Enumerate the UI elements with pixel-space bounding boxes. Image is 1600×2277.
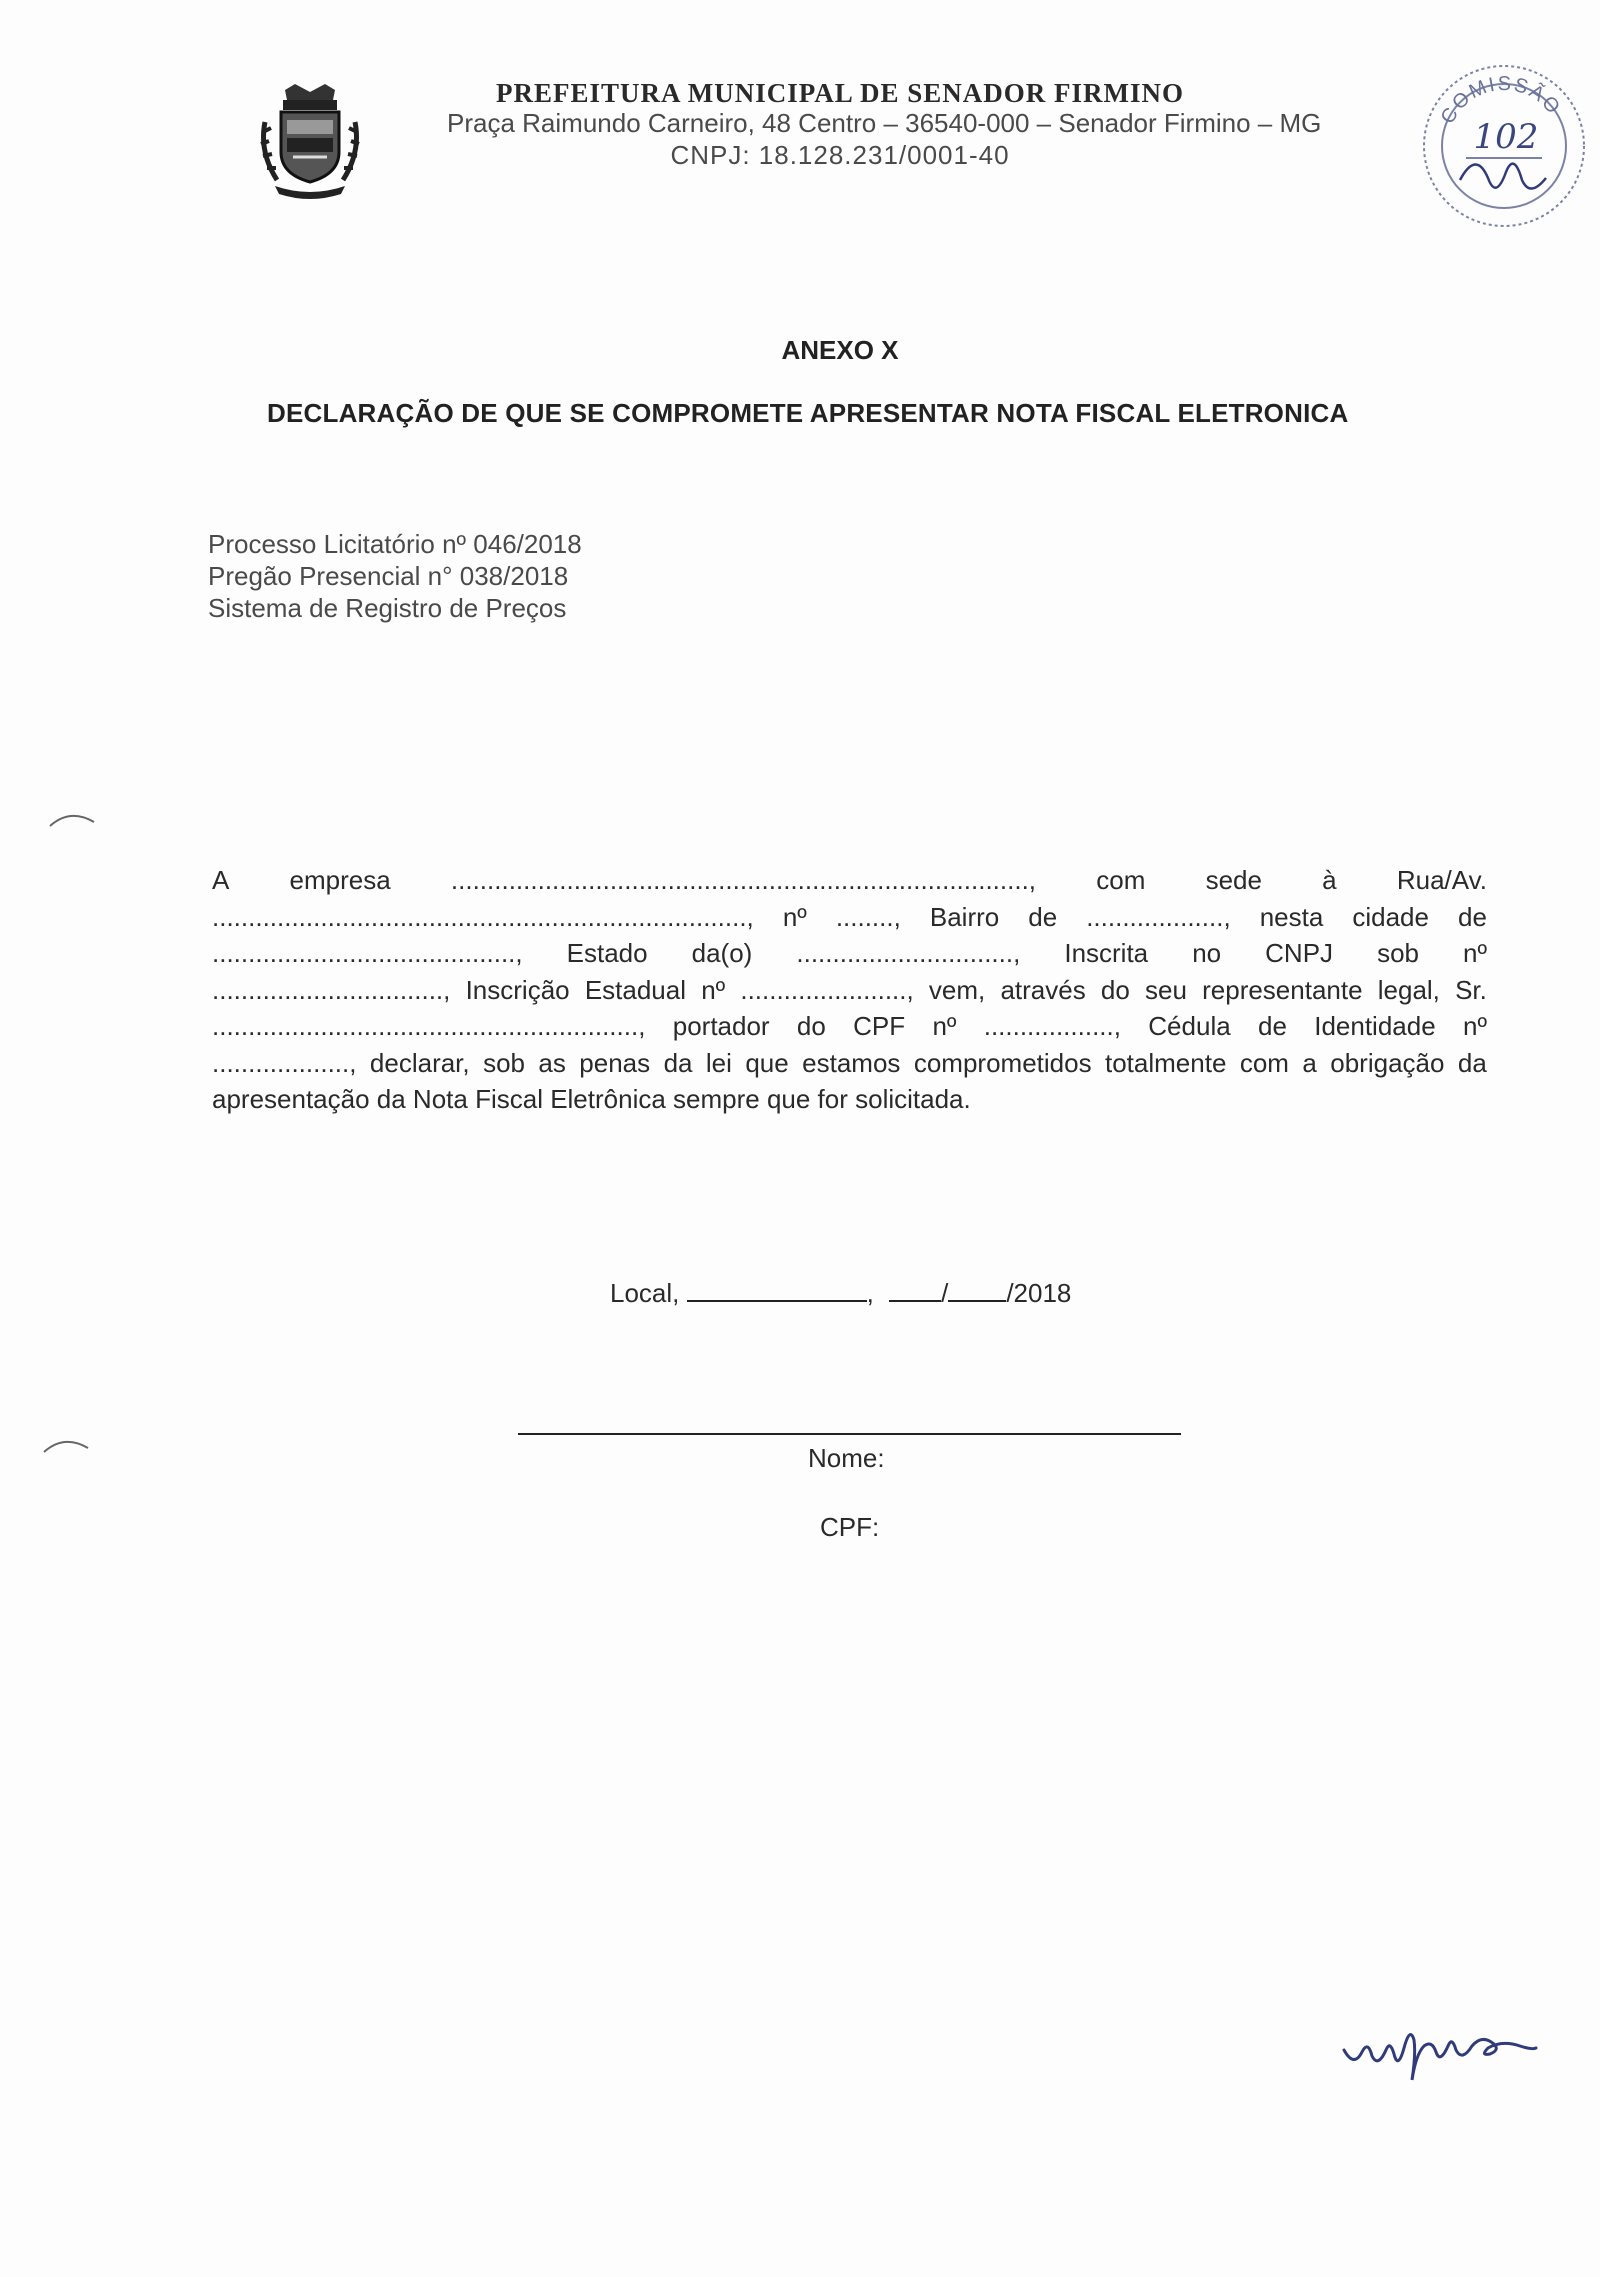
body-word: sede [1205,865,1262,895]
rubric-signature [1340,2010,1540,2090]
body-word: que [745,1047,789,1078]
body-word: do [796,1011,826,1041]
stamp-text: COMISSÃO [1436,72,1566,128]
body-word: legal, [1377,974,1440,1005]
organization-cnpj: CNPJ: 18.128.231/0001-40 [670,140,1010,170]
local-comma: , [866,1278,874,1308]
year-suffix: /2018 [1006,1278,1072,1308]
organization-address: Praça Raimundo Carneiro, 48 Centro – 36540-000 – Senador Firmino – MG [447,108,1322,138]
body-line-5 [212,1008,1487,1045]
municipal-crest-logo [255,82,365,202]
body-word: representante [1202,974,1363,1005]
body-line-1 [212,862,1487,899]
commission-stamp [1418,60,1590,232]
body-word: de [1258,1011,1287,1041]
body-word: obrigação [1330,1047,1445,1078]
body-word: Inscrita [1064,938,1149,968]
body-word: CNPJ [1265,938,1334,968]
month-blank [948,1278,1006,1302]
body-word: sob [483,1047,525,1078]
cpf-label: CPF: [820,1512,880,1542]
body-word: da [1457,1047,1487,1078]
body-word: Inscrição [465,974,570,1005]
local-label: Local, [610,1278,680,1308]
body-word: de [1458,901,1487,932]
body-word: Sr. [1455,974,1487,1005]
body-word: estamos [802,1047,901,1078]
stamp-signature [1460,164,1546,189]
body-line-4 [212,972,1487,1009]
body-word: através [1000,974,1086,1005]
local-date-line [610,1278,1071,1309]
registry-system: Sistema de Registro de Preços [208,593,567,623]
body-word: nesta [1259,901,1324,932]
body-word: de [1028,901,1058,932]
date-slash: / [941,1278,949,1308]
body-word: Estadual [584,974,686,1005]
process-number: Processo Licitatório nº 046/2018 [208,529,582,559]
body-line-2 [212,899,1487,936]
body-word: .............................., [796,938,1021,968]
name-label: Nome: [808,1443,885,1473]
body-word: penas [579,1047,651,1078]
body-word: à [1322,865,1337,895]
body-word: cidade [1352,901,1429,932]
body-word: portador [672,1011,770,1041]
body-word: do [1100,974,1130,1005]
body-word: CPF [853,1011,906,1041]
body-word: da [663,1047,693,1078]
body-word: ..........................................................., [212,1011,646,1041]
body-word: ..................., [1086,901,1231,932]
body-word: totalmente [1105,1047,1227,1078]
signature-line [518,1433,1181,1435]
body-word: com [1239,1047,1289,1078]
body-line-6 [212,1045,1487,1082]
body-word: Rua/Av. [1396,865,1487,895]
body-word: .................., [983,1011,1121,1041]
annex-title: ANEXO X [781,335,899,365]
organization-name: PREFEITURA MUNICIPAL DE SENADOR FIRMINO [495,78,1185,108]
body-word: vem, [928,974,986,1005]
body-word: Identidade [1314,1011,1436,1041]
hole-punch-mark-top [48,806,98,830]
body-word: declarar, [369,1047,470,1078]
body-word: nº [782,901,807,932]
day-blank [889,1278,941,1302]
body-word: sob [1377,938,1419,968]
declaration-body [212,862,1487,1118]
body-word: .........................................................................., [212,901,754,932]
body-word: Cédula [1148,1011,1231,1041]
body-word: empresa [289,865,391,895]
body-word: seu [1145,974,1187,1005]
body-word: as [538,1047,566,1078]
body-word: com [1096,865,1146,895]
hole-punch-mark-bottom [42,1432,92,1456]
body-line-3 [212,935,1487,972]
body-word: lei [705,1047,732,1078]
body-word: Bairro [929,901,1000,932]
declaration-title: DECLARAÇÃO DE QUE SE COMPROMETE APRESENTAR NOTA FISCAL ELETRONICA [267,398,1349,428]
local-blank [687,1278,867,1302]
body-word: a [1302,1047,1317,1078]
body-word: nº [932,1011,957,1041]
body-line-7: apresentação da Nota Fiscal Eletrônica sempre que for solicitada. [212,1084,971,1114]
pregao-number: Pregão Presencial n° 038/2018 [208,561,569,591]
body-word: ......................., [740,974,914,1005]
body-word: comprometidos [913,1047,1092,1078]
body-word: ................................, [212,974,451,1005]
body-word: ................................................................................, [450,865,1037,895]
body-word: ..................., [212,1047,357,1078]
body-word: nº [1463,1011,1487,1041]
body-word: Estado [566,938,648,968]
body-word: A [212,865,230,895]
body-word: nº [701,974,726,1005]
body-word: no [1192,938,1222,968]
stamp-number: 102 [1473,117,1539,157]
body-word: ........, [835,901,901,932]
body-word: .........................................., [212,938,523,968]
body-word: nº [1463,938,1487,968]
process-info [208,528,582,624]
body-word: da(o) [691,938,753,968]
